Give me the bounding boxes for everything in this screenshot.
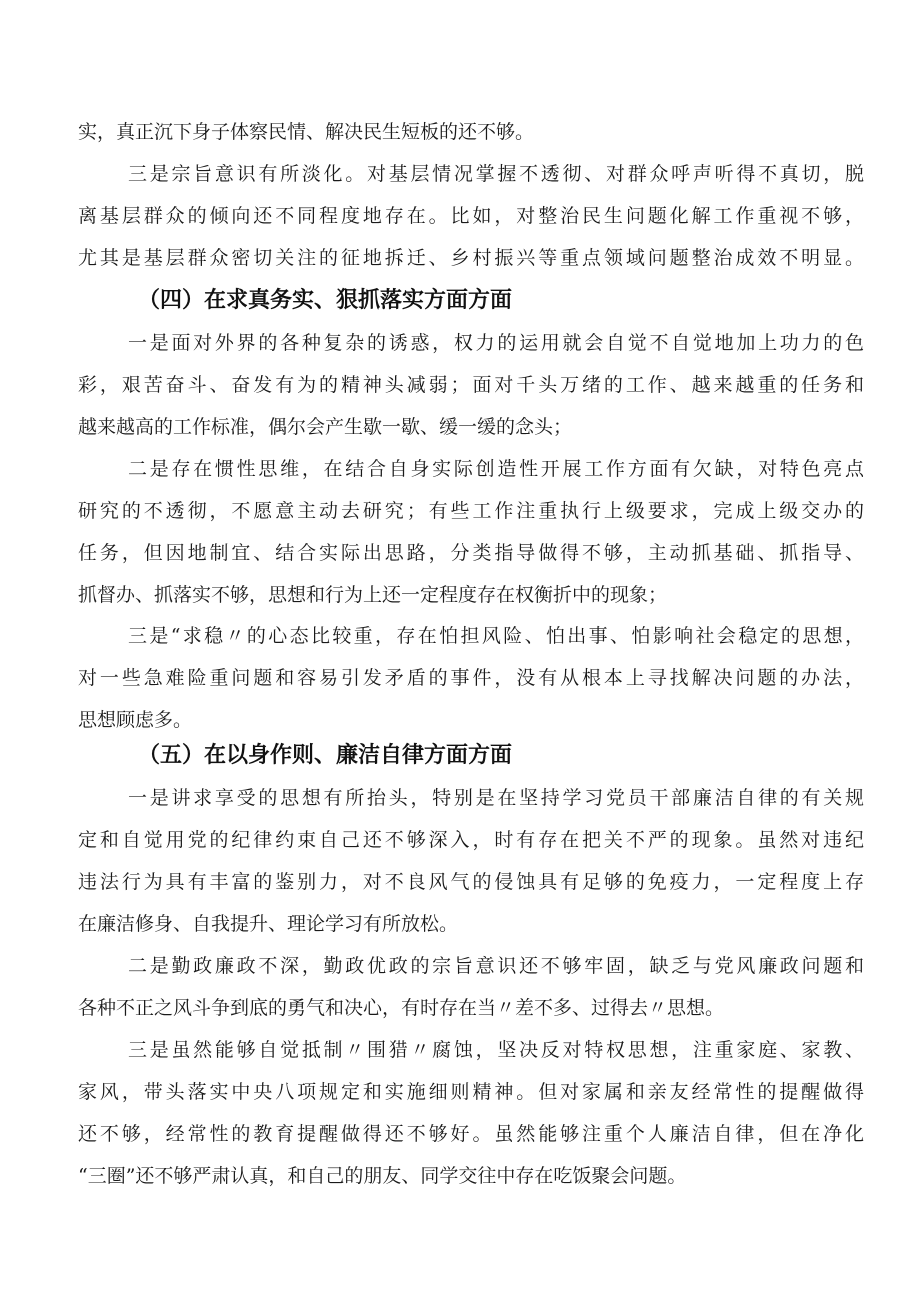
paragraph-line: 在廉洁修身、自我提升、理论学习有所放松。 [78, 913, 459, 935]
paragraph-line: 定和自觉用党的纪律约束自己还不够深入，时有存在把关不严的现象。虽然对违纪 [78, 829, 864, 851]
paragraph-line: 三是虽然能够自觉抵制〃围猎〃腐蚀，坚决反对特权思想，注重家庭、家教、 [128, 1039, 864, 1061]
paragraph-line: 离基层群众的倾向还不同程度地存在。比如，对整治民生问题化解工作重视不够， [78, 205, 864, 227]
paragraph-line: 还不够，经常性的教育提醒做得还不够好。虽然能够注重个人廉洁自律，但在净化 [78, 1123, 864, 1145]
paragraph-line: 一是面对外界的各种复杂的诱惑，权力的运用就会自觉不自觉地加上功力的色 [128, 332, 864, 354]
paragraph-line: 尤其是基层群众密切关注的征地拆迁、乡村振兴等重点领域问题整治成效不明显。 [78, 247, 864, 269]
paragraph-line: 二是勤政廉政不深，勤政优政的宗旨意识还不够牢固，缺乏与党风廉政问题和 [128, 955, 864, 977]
paragraph-line: 家风，带头落实中央八项规定和实施细则精神。但对家属和亲友经常性的提醒做得 [78, 1081, 864, 1103]
paragraph-line: 思想顾虑多。 [78, 709, 193, 731]
paragraph-line: 违法行为具有丰富的鉴别力，对不良风气的侵蚀具有足够的免疫力，一定程度上存 [78, 871, 864, 893]
paragraph-line: 三是“求稳〃的心态比较重，存在怕担风险、怕出事、怕影响社会稳定的思想， [128, 625, 864, 647]
paragraph-line: 各种不正之风斗争到底的勇气和决心，有时存在当〃差不多、过得去〃思想。 [78, 997, 725, 1019]
paragraph-line: 对一些急难险重问题和容易引发矛盾的事件，没有从根本上寻找解决问题的办法， [78, 667, 864, 689]
paragraph-line: 实，真正沉下身子体察民情、解决民生短板的还不够。 [78, 121, 535, 143]
section-heading: （四）在求真务实、狠抓落实方面方面 [138, 288, 513, 313]
section-heading: （五）在以身作则、廉洁自律方面方面 [138, 743, 513, 768]
paragraph-line: 彩，艰苦奋斗、奋发有为的精神头减弱；面对千头万绪的工作、越来越重的任务和 [78, 374, 864, 396]
paragraph-line: 越来越高的工作标准，偶尔会产生歇一歇、缓一缓的念头； [78, 416, 573, 438]
paragraph-line: “三圈”还不够严肃认真，和自己的朋友、同学交往中存在吃饭聚会问题。 [78, 1165, 687, 1187]
paragraph-line: 抓督办、抓落实不够，思想和行为上还一定程度存在权衡折中的现象； [78, 584, 668, 606]
paragraph-line: 二是存在惯性思维，在结合自身实际创造性开展工作方面有欠缺，对特色亮点 [128, 458, 864, 480]
paragraph-line: 研究的不透彻，不愿意主动去研究；有些工作注重执行上级要求，完成上级交办的 [78, 500, 864, 522]
paragraph-line: 一是讲求享受的思想有所抬头，特别是在坚持学习党员干部廉洁自律的有关规 [128, 787, 864, 809]
paragraph-line: 三是宗旨意识有所淡化。对基层情况掌握不透彻、对群众呼声听得不真切，脱 [128, 163, 864, 185]
paragraph-line: 任务，但因地制宜、结合实际出思路，分类指导做得不够，主动抓基础、抓指导、 [78, 542, 864, 564]
